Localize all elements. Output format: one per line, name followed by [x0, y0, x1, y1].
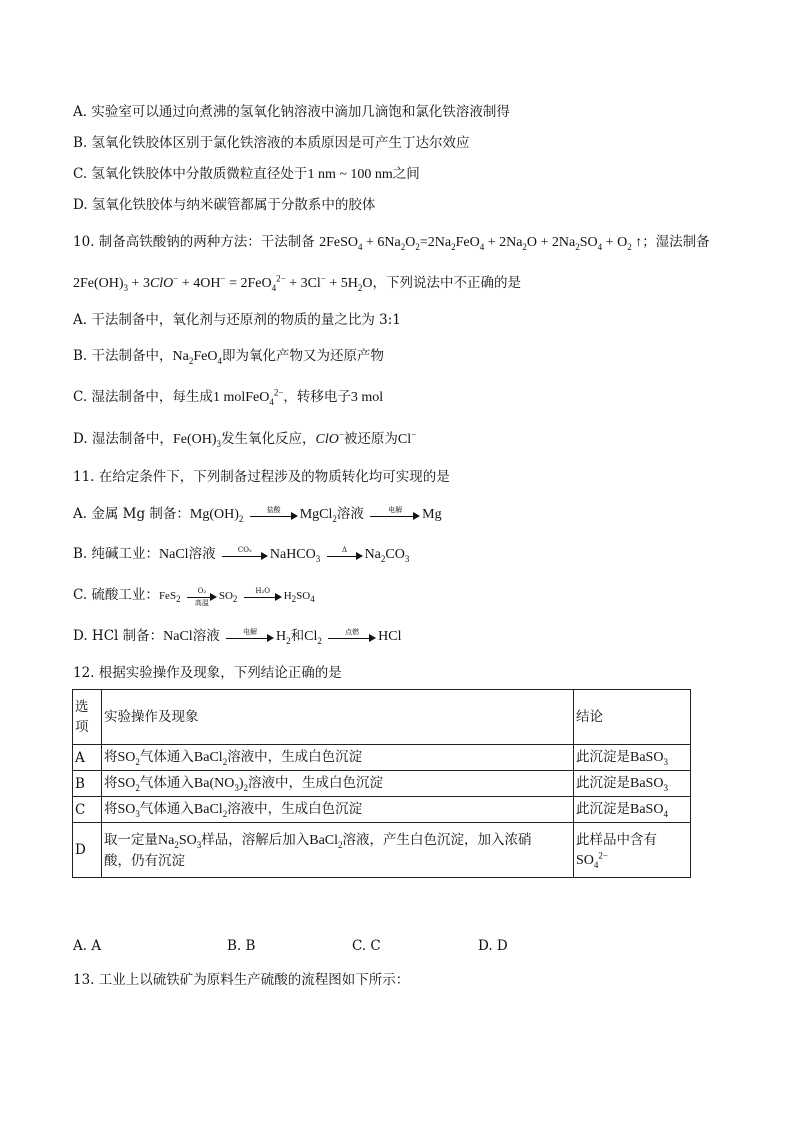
op-mid: 气体通入	[139, 801, 194, 817]
q9-c-post: 之间	[392, 166, 420, 182]
op-formula: BaCl$_2$	[309, 832, 343, 850]
concl-formula: BaSO$_3$	[630, 776, 668, 793]
q11-a-formula1: $Mg(OH)_2$	[189, 507, 244, 524]
arrow-label-below: 高温	[194, 598, 209, 607]
row-operation	[102, 771, 574, 797]
q13-stem: 13. 工业上以硫铁矿为原料生产硫酸的流程图如下所示：	[73, 972, 410, 988]
q11-option-c	[73, 585, 315, 606]
row-conclusion	[574, 797, 691, 823]
q10-option-b	[73, 346, 384, 367]
op-post: 溶液中，生成白色沉淀	[227, 801, 363, 817]
q10-d-formula1: $Fe(OH)_3$	[172, 432, 221, 449]
q9-c-pre: C. 氢氧化铁胶体中分散质微粒直径处于	[73, 166, 308, 182]
q10-b-post: 即为氧化产物又为还原产物	[221, 348, 384, 364]
arrow-icon	[244, 586, 282, 603]
q11-a-formula2: MgCl$_2$	[299, 507, 337, 524]
op-post: 溶液中，生成白色沉淀	[248, 775, 384, 791]
table-header-row	[73, 690, 691, 745]
q10-wet-equation: $2Fe(OH)_3 + 3ClO^- + 4OH^- = 2FeO_4^{2-} + 3Cl^- + 5H_2O$	[73, 273, 373, 293]
q10-stem-post: ，下列说法中不正确的是	[372, 275, 522, 291]
header-conclusion: 结论	[574, 690, 691, 745]
concl-text: 此样品中含有	[576, 831, 657, 848]
row-conclusion	[574, 745, 691, 771]
q9-option-c	[73, 164, 420, 185]
row-operation	[102, 745, 574, 771]
q10-dry-equation: 2FeSO$_4$ + $6Na_2O_2=2Na_2FeO_4 + 2Na_2O + 2Na_2SO_4 + O_2$ ↑	[319, 235, 643, 252]
arrow-label: 电解	[243, 627, 257, 636]
arrow-icon	[370, 505, 420, 522]
q10-d-formula2: ClO−	[315, 429, 344, 447]
q11-b-formula1: NaCl	[159, 547, 189, 562]
concl-text: 此沉淀是	[576, 801, 630, 817]
op-formula: $SO_3$	[117, 802, 140, 819]
header-option: 选项	[73, 690, 102, 745]
q9-option-b: B. 氢氧化铁胶体区别于氯化铁溶液的本质原因是可产生丁达尔效应	[73, 135, 470, 151]
q11-a-solution: 溶液	[336, 506, 364, 522]
q11-d-formula3: $Cl_2$	[304, 629, 322, 646]
q11-option-a	[73, 504, 442, 525]
q11-a-label: A. 金属 Mg 制备：	[73, 506, 190, 522]
row-conclusion	[574, 823, 691, 878]
table-row	[73, 771, 691, 797]
q10-b-pre: B. 干法制备中，	[73, 348, 173, 364]
q11-option-b	[73, 544, 409, 565]
op-formula: BaCl$_2$	[193, 750, 228, 767]
q11-option-d	[73, 626, 402, 647]
arrow-icon	[327, 545, 363, 562]
q12-option-d: D. D	[478, 938, 508, 954]
op-post2: 酸，仍有沉淀	[104, 852, 185, 869]
arrow-label: O₂	[197, 586, 207, 595]
q10-d-post: 被还原为	[343, 431, 398, 447]
row-operation	[102, 797, 574, 823]
concl-formula: $SO_4^{2-}$	[576, 849, 608, 870]
q11-d-formula2: $H_2$	[276, 629, 291, 646]
q10-stem-line2	[73, 273, 521, 294]
q10-d-mid: 发生氧化反应，	[220, 431, 316, 447]
q11-b-formula3: $Na_2CO_3$	[364, 547, 410, 564]
op-formula: BaCl$_2$	[193, 802, 228, 819]
table-row	[73, 823, 691, 878]
q11-d-label: D. HCl 制备：	[73, 628, 164, 644]
arrow-label: CO₂	[237, 545, 252, 554]
arrow-icon	[328, 627, 376, 644]
q10-d-pre: D. 湿法制备中，	[73, 431, 173, 447]
q12-stem: 12. 根据实验操作及现象，下列结论正确的是	[73, 665, 342, 681]
q10-stem-mid: ；湿法制备	[642, 234, 710, 250]
q11-stem: 11. 在给定条件下，下列制备过程涉及的物质转化均可实现的是	[73, 469, 450, 485]
concl-text: 此沉淀是	[576, 749, 630, 765]
row-option: B	[73, 771, 102, 797]
q12-table	[72, 689, 691, 878]
q11-c-formula1: FeS$_2$	[158, 590, 181, 605]
q10-d-formula3: Cl−	[397, 429, 417, 447]
q9-option-a: A. 实验室可以通过向煮沸的氢氧化钠溶液中滴加几滴饱和氯化铁溶液制得	[73, 104, 510, 120]
q10-c-val: 3 mol	[350, 390, 384, 405]
q10-stem-pre: 10. 制备高铁酸钠的两种方法：干法制备	[73, 234, 315, 250]
q10-option-d	[73, 429, 416, 450]
q10-c-pre: C. 湿法制备中，每生成	[73, 389, 213, 405]
op-formula: $Ba(NO_3)_2$	[193, 776, 249, 793]
arrow-label: Δ	[342, 545, 348, 554]
arrow-icon	[226, 627, 274, 644]
arrow-icon	[250, 505, 298, 522]
concl-formula: BaSO$_3$	[630, 750, 668, 767]
arrow-label: 盐酸	[266, 505, 281, 514]
q10-c-mid: ，转移电子	[283, 389, 351, 405]
op-pre: 将	[104, 775, 118, 791]
q12-option-b: B. B	[227, 938, 256, 954]
arrow-icon	[222, 545, 268, 562]
op-post: 溶液，产生白色沉淀，加入浓硝	[342, 831, 532, 848]
op-pre: 将	[104, 749, 118, 765]
q11-b-solution: 溶液	[188, 546, 216, 562]
q10-stem-line1	[73, 232, 710, 253]
op-mid: 气体通入	[139, 775, 194, 791]
op-mid: 样品，溶解后加入	[201, 831, 310, 848]
op-post: 溶液中，生成白色沉淀	[227, 749, 363, 765]
q9-option-d: D. 氢氧化铁胶体与纳米碳管都属于分散系中的胶体	[73, 197, 376, 213]
q11-c-label: C. 硫酸工业：	[73, 587, 159, 603]
q12-option-c: C. C	[352, 938, 381, 954]
row-option: C	[73, 797, 102, 823]
op-formula: $SO_2$	[117, 750, 140, 767]
row-option: A	[73, 745, 102, 771]
q11-d-and: 和	[290, 628, 305, 644]
concl-text: 此沉淀是	[576, 775, 630, 791]
q10-option-c	[73, 387, 383, 408]
op-formula: $Na_2SO_3$	[158, 832, 202, 850]
op-mid: 气体通入	[139, 749, 194, 765]
q11-a-formula3: Mg	[422, 507, 442, 522]
arrow-label: 电解	[388, 505, 403, 514]
table-row	[73, 797, 691, 823]
q11-d-formula4: HCl	[378, 629, 402, 644]
q10-option-a: A. 干法制备中，氧化剂与还原剂的物质的量之比为 3:1	[73, 312, 401, 328]
q12-option-a: A. A	[73, 938, 102, 954]
q11-b-label: B. 纯碱工业：	[73, 546, 160, 562]
arrow-label: 点燃	[345, 627, 360, 636]
q10-b-formula: $Na_2FeO_4$	[172, 349, 222, 366]
arrow-label: H₂O	[255, 586, 271, 595]
row-conclusion	[574, 771, 691, 797]
table-row	[73, 745, 691, 771]
q10-c-formula: 1 molFeO$_4^{2-}$	[212, 387, 284, 407]
row-option: D	[73, 823, 102, 878]
arrow-icon	[187, 586, 217, 607]
op-pre: 将	[104, 801, 118, 817]
q9-c-range: 1 nm ~ 100 nm	[307, 167, 393, 182]
concl-formula: BaSO$_4$	[630, 802, 668, 819]
op-formula: $SO_2$	[117, 776, 140, 793]
op-pre: 取一定量	[104, 831, 158, 848]
q11-c-formula2: $SO_2$	[218, 590, 238, 605]
row-operation	[102, 823, 574, 878]
q11-b-formula2: NaHCO$_3$	[269, 547, 321, 564]
q11-c-formula3: $H_2SO_4$	[283, 590, 315, 605]
q11-d-formula1: NaCl	[163, 629, 193, 644]
q11-d-solution: 溶液	[192, 628, 220, 644]
header-operation: 实验操作及现象	[102, 690, 574, 745]
